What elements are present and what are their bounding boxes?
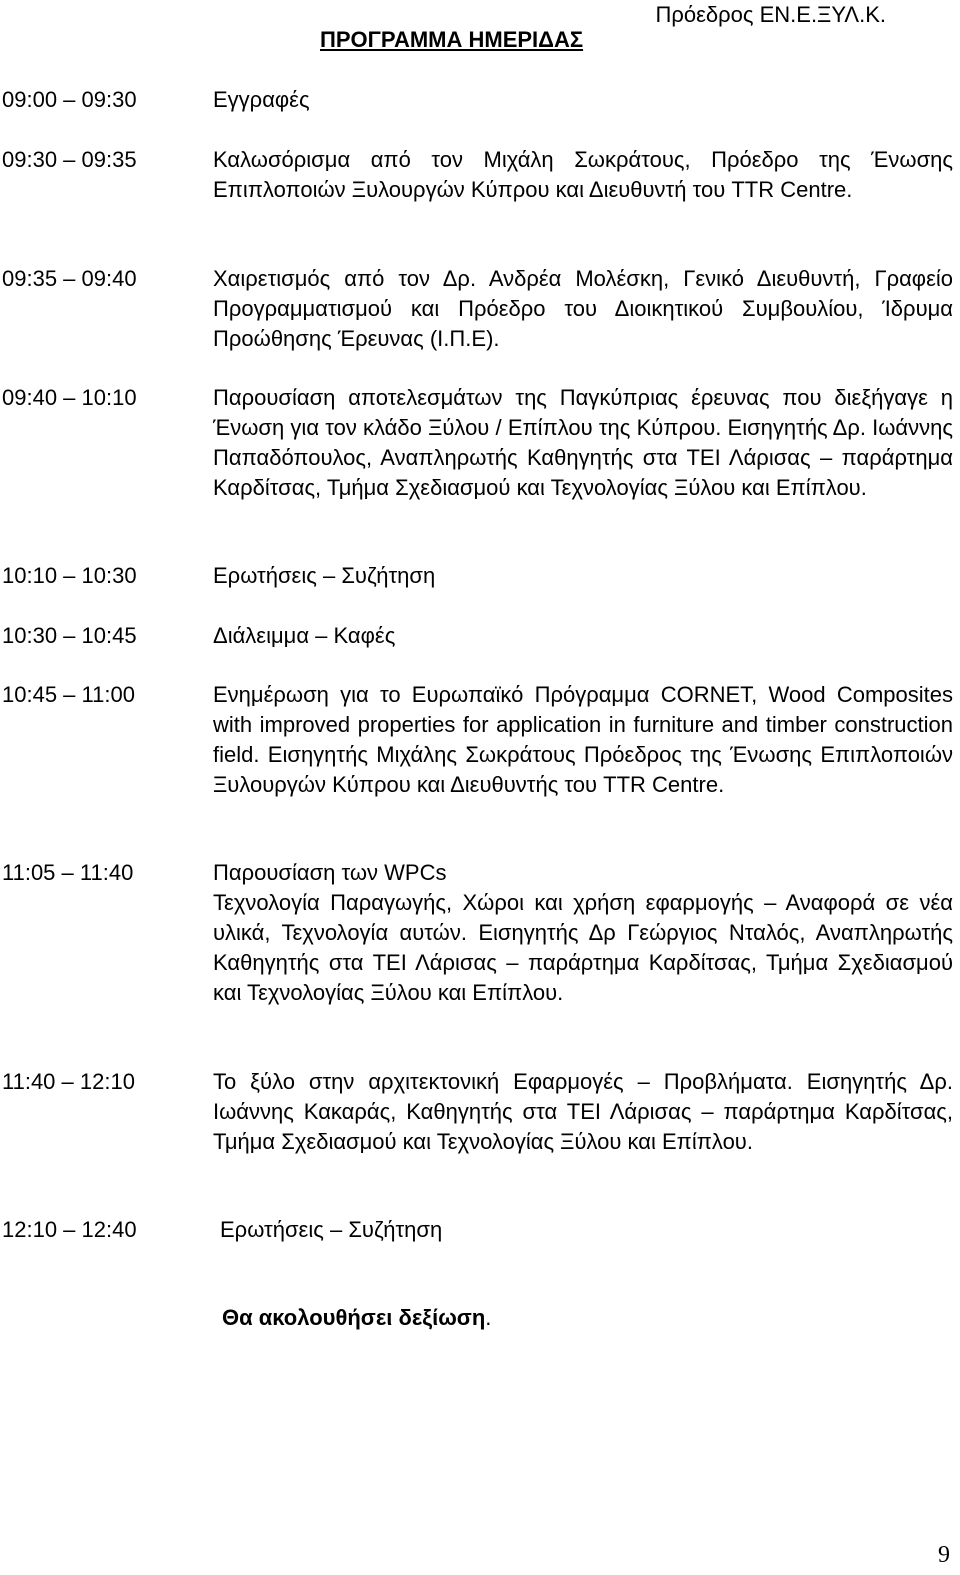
schedule-description: Διάλειμμα – Καφές [213, 623, 396, 648]
schedule-item-title: Παρουσίαση των WPCs [213, 860, 447, 885]
schedule-description [213, 858, 953, 1008]
header-organization: Πρόεδρος ΕΝ.Ε.ΞΥΛ.Κ. [655, 2, 886, 27]
schedule-description: Ερωτήσεις – Συζήτηση [220, 1217, 443, 1242]
schedule-description: Ερωτήσεις – Συζήτηση [213, 563, 436, 588]
schedule-description: Χαιρετισμός από τον Δρ. Ανδρέα Μολέσκη, Γενικό Διευθυντή, Γραφείο Προγραμματισμού και Πρόεδρο του Διοικητικού Συμβουλίου, Ίδρυμα Προώθησης Έρευνας (Ι.Π.Ε). [213, 266, 953, 351]
schedule-time: 11:05 – 11:40 [2, 860, 134, 885]
schedule-time: 09:35 – 09:40 [2, 266, 137, 291]
schedule-description: Ενημέρωση για το Ευρωπαϊκό Πρόγραμμα CORNET, Wood Composites with improved properties for application in furniture and timber construction field. Εισηγητής Μιχάλης Σωκράτους Πρόεδρος της Ένωσης Επιπλοποιών Ξυλουργών Κύπρου και Διευθυντής του TTR Centre. [213, 682, 953, 797]
schedule-time: 10:30 – 10:45 [2, 623, 137, 648]
closing-note [222, 1303, 491, 1333]
schedule-description: Το ξύλο στην αρχιτεκτονική Εφαρμογές – Προβλήματα. Εισηγητής Δρ. Ιωάννης Κακαράς, Καθηγητής στα ΤΕΙ Λάρισας – παράρτημα Καρδίτσας, Τμήμα Σχεδιασμού και Τεχνολογίας Ξύλου και Επίπλου. [213, 1069, 953, 1154]
schedule-description: Εγγραφές [213, 87, 310, 112]
schedule-time: 10:45 – 11:00 [2, 682, 135, 707]
schedule-time: 09:00 – 09:30 [2, 87, 137, 112]
page-title: ΠΡΟΓΡΑΜΜΑ ΗΜΕΡΙΔΑΣ [320, 27, 584, 52]
schedule-time: 10:10 – 10:30 [2, 563, 137, 588]
schedule-time: 12:10 – 12:40 [2, 1217, 137, 1242]
schedule-time: 11:40 – 12:10 [2, 1069, 135, 1094]
schedule-description: Καλωσόρισμα από τον Μιχάλη Σωκράτους, Πρόεδρο της Ένωσης Επιπλοποιών Ξυλουργών Κύπρου και Διευθυντή του TTR Centre. [213, 147, 953, 202]
schedule-description: Παρουσίαση αποτελεσμάτων της Παγκύπριας έρευνας που διεξήγαγε η Ένωση για τον κλάδο Ξύλου / Επίπλου της Κύπρου. Εισηγητής Δρ. Ιωάννης Παπαδόπουλος, Αναπληρωτής Καθηγητής στα ΤΕΙ Λάρισας – παράρτημα Καρδίτσας, Τμήμα Σχεδιασμού και Τεχνολογίας Ξύλου και Επίπλου. [213, 385, 953, 500]
closing-text: Θα ακολουθήσει δεξίωση [222, 1305, 486, 1330]
schedule-time: 09:40 – 10:10 [2, 385, 137, 410]
closing-period: . [485, 1305, 492, 1330]
schedule-time: 09:30 – 09:35 [2, 147, 137, 172]
schedule-item-details: Τεχνολογία Παραγωγής, Χώροι και χρήση εφαρμογής – Αναφορά σε νέα υλικά, Τεχνολογία αυτών. Εισηγητής Δρ Γεώργιος Νταλός, Αναπληρωτής Καθηγητής στα ΤΕΙ Λάρισας – παράρτημα Καρδίτσας, Τμήμα Σχεδιασμού και Τεχνολογίας Ξύλου και Επίπλου. [213, 890, 953, 1005]
page-number: 9 [938, 1542, 950, 1568]
